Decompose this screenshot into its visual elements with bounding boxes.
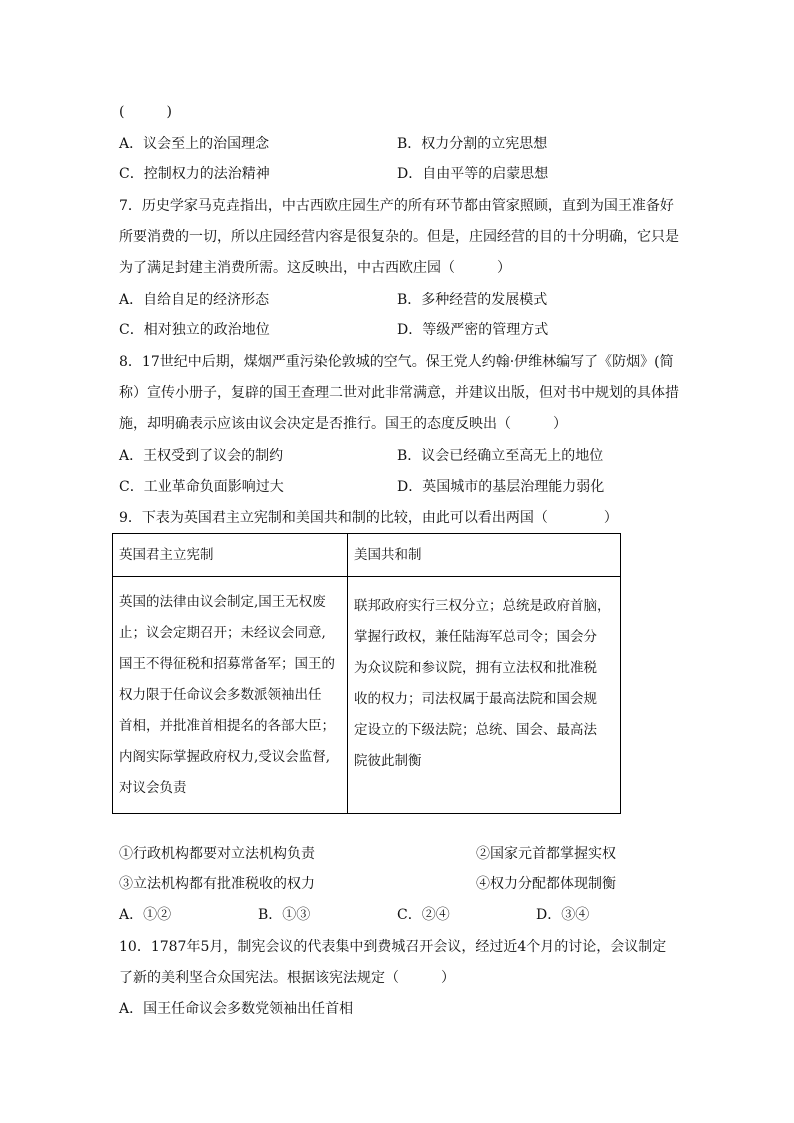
q8-stem-line-2: 称）宣传小册子，复辟的国王查理二世对此非常满意，并建议出版，但对书中规划的具体措 <box>119 385 679 401</box>
q8-option-c: C．工业革命负面影响过大 <box>119 479 284 495</box>
q9-statement-4: ④权力分配都体现制衡 <box>476 876 616 892</box>
option-a: A．议会至上的治国理念 <box>119 136 270 152</box>
table-header-uk: 英国君主立宪制 <box>113 534 348 577</box>
comparison-table <box>112 533 621 814</box>
q7-option-a: A．自给自足的经济形态 <box>119 292 270 308</box>
table-row <box>113 577 621 814</box>
q8-option-a: A．王权受到了议会的制约 <box>119 448 284 464</box>
q9-option-c: C．②④ <box>397 907 450 923</box>
q9-statement-3: ③立法机构都有批准税收的权力 <box>119 876 315 892</box>
q7-stem-line-3: 为了满足封建主消费所需。这反映出，中古西欧庄园（ ） <box>119 260 511 276</box>
q9-statement-2: ②国家元首都掌握实权 <box>476 846 616 862</box>
q7-stem-line-1: 7．历史学家马克垚指出，中古西欧庄园生产的所有环节都由管家照顾，直到为国王准备好 <box>119 198 674 214</box>
q9-option-a: A．①② <box>119 907 172 923</box>
option-d: D．自由平等的启蒙思想 <box>397 166 549 182</box>
q7-option-c: C．相对独立的政治地位 <box>119 322 270 338</box>
table-header-us: 美国共和制 <box>348 534 621 577</box>
q10-stem-line-2: 了新的美利坚合众国宪法。根据该宪法规定（ ） <box>119 970 455 986</box>
option-c: C．控制权力的法治精神 <box>119 166 270 182</box>
q8-option-b: B．议会已经确立至高无上的地位 <box>397 448 604 464</box>
q7-stem-line-2: 所要消费的一切，所以庄园经营内容是很复杂的。但是，庄园经营的目的十分明确，它只是 <box>119 229 679 245</box>
q9-statement-1: ①行政机构都要对立法机构负责 <box>119 846 315 862</box>
q9-stem: 9．下表为英国君主立宪制和美国共和制的比较，由此可以看出两国（ ） <box>119 510 618 526</box>
q9-option-b: B．①③ <box>258 907 311 923</box>
q8-stem-line-1: 8．17世纪中后期，煤烟严重污染伦敦城的空气。保王党人约翰·伊维林编写了《防烟》(简 <box>119 354 674 370</box>
option-b: B．权力分割的立宪思想 <box>397 136 548 152</box>
q7-option-d: D．等级严密的管理方式 <box>397 322 549 338</box>
q8-stem-line-3: 施，却明确表示应该由议会决定是否推行。国王的态度反映出（ ） <box>119 416 567 432</box>
q7-option-b: B．多种经营的发展模式 <box>397 292 548 308</box>
q8-option-d: D．英国城市的基层治理能力弱化 <box>397 479 605 495</box>
table-cell-uk: 英国的法律由议会制定,国王无权废 止；议会定期召开；未经议会同意, 国王不得征税和招募常备军；国王的 权力限于任命议会多数派领袖出任 首相，并批准首相提名的各部大臣； 内阁实际掌握政府权力,受议会监督, 对议会负责 <box>119 594 335 796</box>
q9-option-d: D．③④ <box>536 907 590 923</box>
q10-option-a: A．国王任命议会多数党领袖出任首相 <box>119 1001 354 1017</box>
table-header-row <box>113 534 621 577</box>
table-cell-us: 联邦政府实行三权分立；总统是政府首脑， 掌握行政权，兼任陆海军总司令；国会分 为众议院和参议院，拥有立法权和批准税 收的权力；司法权属于最高法院和国会规 定设立的下级法院；总统、国会、最高法 院彼此制衡 <box>354 598 611 769</box>
question-paren: ( ) <box>119 104 172 120</box>
q10-stem-line-1: 10．1787年5月，制宪会议的代表集中到费城召开会议，经过近4个月的讨论，会议制定 <box>119 939 667 955</box>
